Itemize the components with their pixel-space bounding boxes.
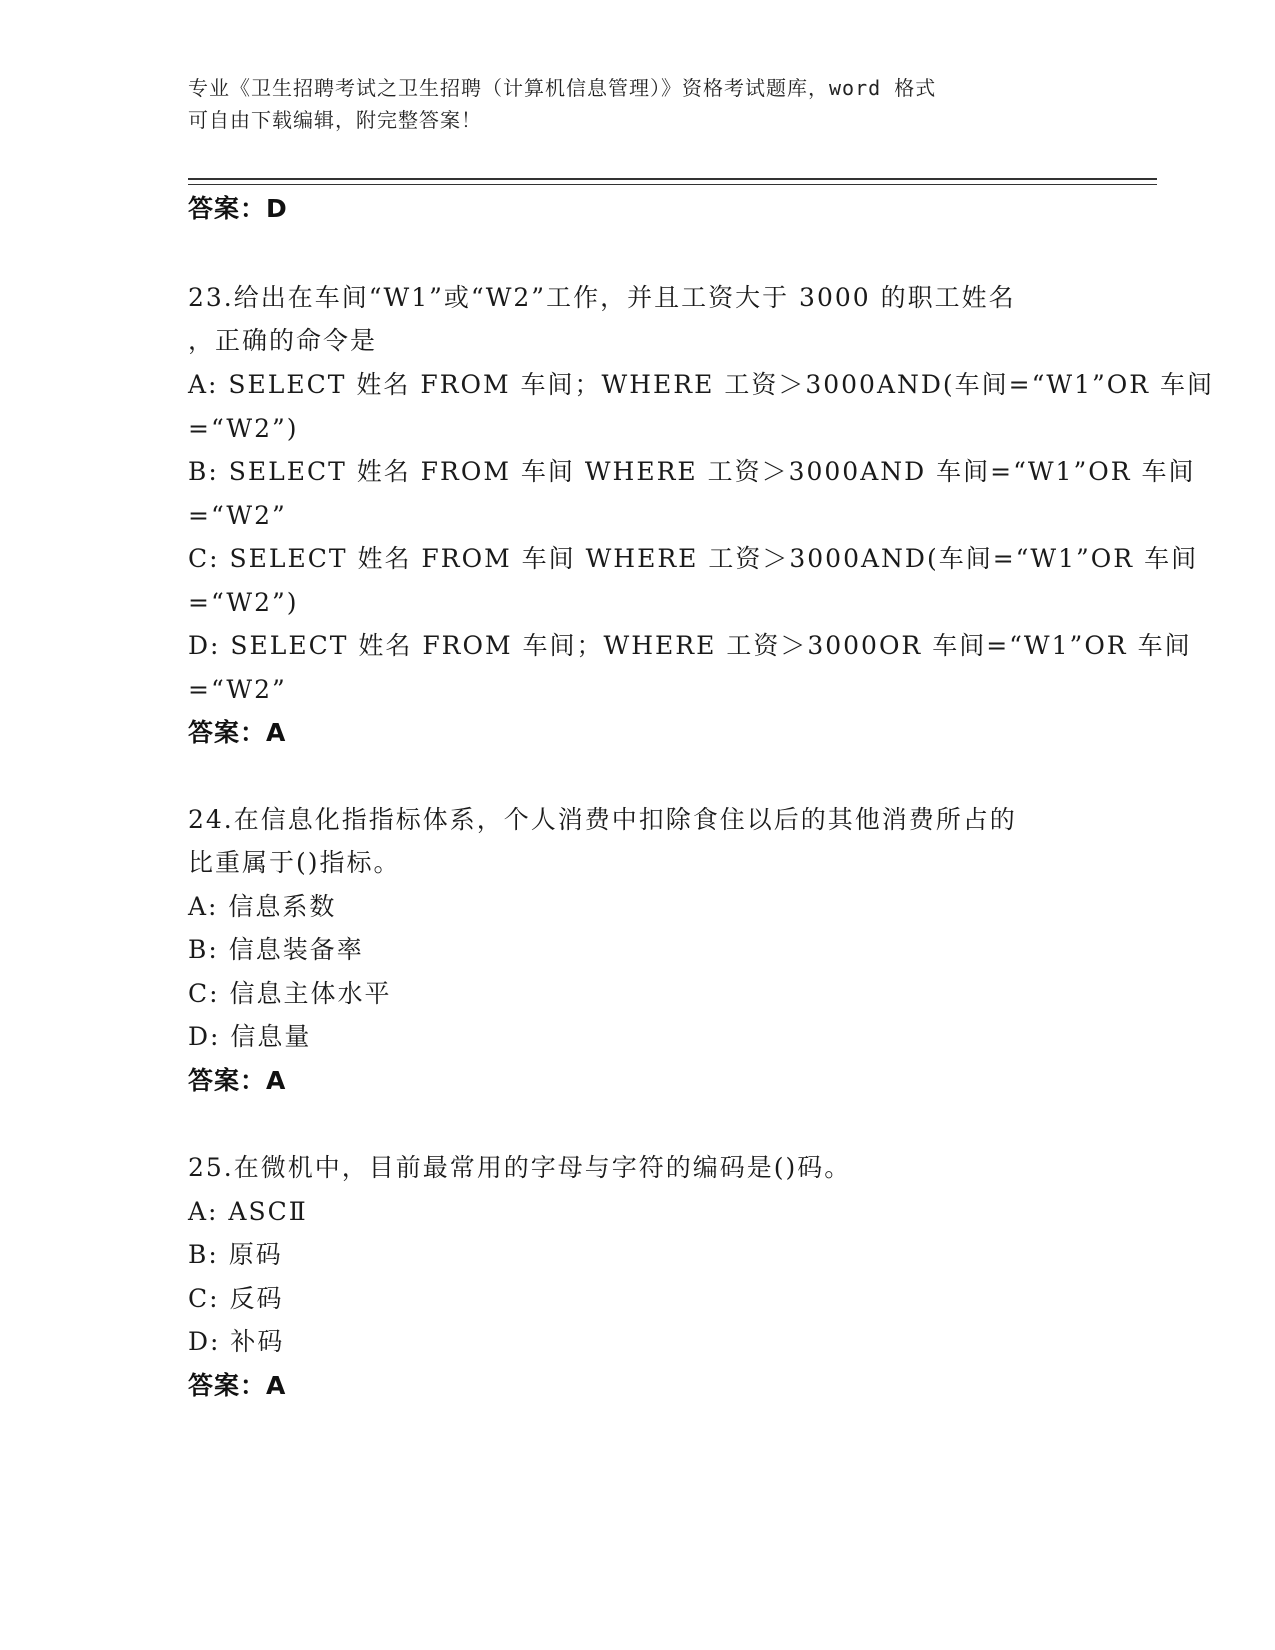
question-23-option-c-cont: =“W2”) xyxy=(188,588,299,617)
question-24-answer: 答案：A xyxy=(188,1066,287,1095)
document-header xyxy=(188,72,1088,136)
question-24-option-a: A: 信息系数 xyxy=(188,892,337,921)
question-25-text: 25.在微机中，目前最常用的字母与字符的编码是()码。 xyxy=(188,1153,852,1182)
question-25-answer: 答案：A xyxy=(188,1371,287,1400)
question-23-option-a: A: SELECT 姓名 FROM 车间；WHERE 工资＞3000AND(车间=“W1”OR 车间 xyxy=(188,370,1215,399)
question-23-option-d-cont: =“W2” xyxy=(188,675,287,704)
question-23-option-a-cont: =“W2”) xyxy=(188,414,299,443)
question-23-option-c: C: SELECT 姓名 FROM 车间 WHERE 工资＞3000AND(车间=“W1”OR 车间 xyxy=(188,544,1199,573)
question-24-option-d: D: 信息量 xyxy=(188,1022,312,1051)
question-23-text: 23.给出在车间“W1”或“W2”工作，并且工资大于 3000 的职工姓名 xyxy=(188,283,1016,312)
header-line-2: 可自由下载编辑，附完整答案！ xyxy=(188,108,482,132)
header-line-1: 专业《卫生招聘考试之卫生招聘（计算机信息管理）》资格考试题库，word 格式 xyxy=(188,76,937,100)
header-divider xyxy=(188,178,1157,180)
header-divider-thin xyxy=(188,184,1157,185)
previous-answer: 答案：D xyxy=(188,194,288,223)
question-25-option-b: B: 原码 xyxy=(188,1240,283,1269)
question-24-option-b: B: 信息装备率 xyxy=(188,935,364,964)
question-23-option-d: D: SELECT 姓名 FROM 车间；WHERE 工资＞3000OR 车间=“W1”OR 车间 xyxy=(188,631,1192,660)
question-23-option-b-cont: =“W2” xyxy=(188,501,287,530)
question-25-option-d: D: 补码 xyxy=(188,1327,285,1356)
question-23-option-b: B: SELECT 姓名 FROM 车间 WHERE 工资＞3000AND 车间=“W1”OR 车间 xyxy=(188,457,1196,486)
question-24-option-c: C: 信息主体水平 xyxy=(188,979,392,1008)
question-23-text-cont: ，正确的命令是 xyxy=(188,326,378,355)
question-24-text-cont: 比重属于()指标。 xyxy=(188,848,401,877)
question-23-answer: 答案：A xyxy=(188,718,287,747)
question-25-option-a: A: ASCⅡ xyxy=(188,1197,308,1226)
question-25-option-c: C: 反码 xyxy=(188,1284,284,1313)
question-24-text: 24.在信息化指指标体系，个人消费中扣除食住以后的其他消费所占的 xyxy=(188,805,1017,834)
